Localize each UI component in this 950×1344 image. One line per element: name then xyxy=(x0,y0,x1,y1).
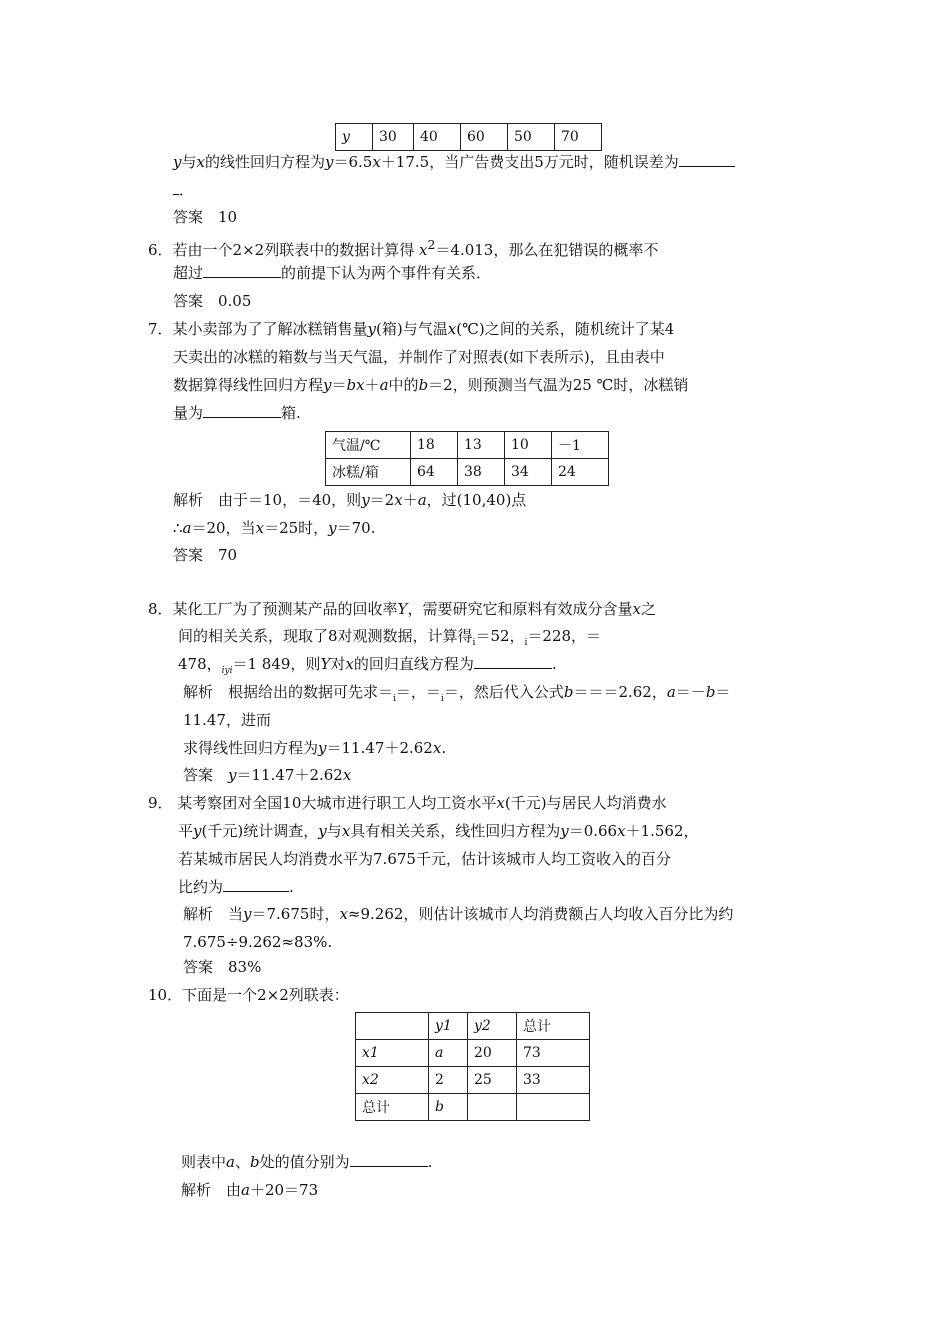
table-cell: 18 xyxy=(411,432,458,459)
q9-line4: 比约为 . xyxy=(178,878,294,896)
table-cell: 70 xyxy=(555,124,602,151)
q6-line1: 6．若由一个2×2列联表中的数据计算得 $x^2=4.013$，那么在犯错误的概率不 xyxy=(148,237,659,259)
table-row xyxy=(326,432,609,459)
table-cell xyxy=(517,1094,590,1121)
q9-answer: 答案 83% xyxy=(183,958,262,976)
table-cell: 20 xyxy=(468,1040,517,1067)
q10-analysis: 解析 由a＋20＝73 xyxy=(181,1181,319,1199)
q6-line2: 超过 的前提下认为两个事件有关系． xyxy=(173,264,492,282)
table-cell: 50 xyxy=(508,124,555,151)
table-cell: 40 xyxy=(414,124,461,151)
table-row xyxy=(336,124,602,151)
y-values-table xyxy=(335,123,602,151)
q6-answer: 答案 0.05 xyxy=(173,292,252,310)
table-cell: y1 xyxy=(429,1013,468,1040)
table-cell: b xyxy=(429,1094,468,1121)
q9-line1: 9． 某考察团对全国10大城市进行职工人均工资水平x(千元)与居民人均消费水 xyxy=(148,794,667,812)
q8-line2: 间的相关关系，现取了8对观测数据，计算得$_i$＝52，$_i$＝228，＝ xyxy=(178,627,602,648)
table-row xyxy=(356,1094,590,1121)
table-cell: a xyxy=(429,1040,468,1067)
answer-blank xyxy=(223,877,289,892)
q7-line2: 天卖出的冰糕的箱数与当天气温，并制作了对照表(如下表所示)，且由表中 xyxy=(173,348,665,366)
table-cell: 38 xyxy=(458,459,505,486)
table-cell: y2 xyxy=(468,1013,517,1040)
q7-line4: 量为 箱. xyxy=(173,404,301,422)
table-row xyxy=(326,459,609,486)
table-cell: 60 xyxy=(461,124,508,151)
table-cell: x1 xyxy=(356,1040,429,1067)
answer-blank xyxy=(203,263,281,278)
table-cell: 2 xyxy=(429,1067,468,1094)
q7-analysis1: 解析 由于＝10，＝40，则y＝2x＋a，过(10,40)点 xyxy=(173,491,527,509)
table-cell: 34 xyxy=(505,459,552,486)
q7-answer: 答案 70 xyxy=(173,546,238,564)
q9-analysis1: 解析 当y＝7.675时，x≈9.262，则估计该城市人均消费额占人均收入百分比为约 xyxy=(183,905,734,923)
q10-line2: 则表中a、b处的值分别为 . xyxy=(181,1153,433,1171)
table-cell: 总计 xyxy=(356,1094,429,1121)
q9-line3: 若某城市居民人均消费水平为7.675千元，估计该城市人均工资收入的百分 xyxy=(178,850,671,868)
answer-blank xyxy=(474,654,552,669)
q8-analysis1: 解析 根据给出的数据可先求$=_i=$，$=_i=$，然后代入公式b＝＝＝2.62，a＝－b＝ xyxy=(183,683,731,704)
table-row xyxy=(356,1067,590,1094)
table-row xyxy=(356,1013,590,1040)
q8-analysis3: 求得线性回归方程为y＝11.47＋2.62x. xyxy=(183,739,447,757)
table-cell: 10 xyxy=(505,432,552,459)
table-cell: 冰糕/箱 xyxy=(326,459,411,486)
table-cell xyxy=(468,1094,517,1121)
contingency-table xyxy=(355,1012,590,1121)
q5-line2: ． xyxy=(173,180,194,200)
table-cell: 73 xyxy=(517,1040,590,1067)
q7-line1: 7．某小卖部为了了解冰糕销售量y(箱)与气温x(℃)之间的关系，随机统计了某4 xyxy=(148,320,675,338)
q7-analysis2: ∴a＝20，当x＝25时，y＝70. xyxy=(173,519,376,537)
table-cell: 气温/℃ xyxy=(326,432,411,459)
q7-line3: 数据算得线性回归方程y＝bx＋a中的b＝2，则预测当气温为25 ℃时，冰糕销 xyxy=(173,376,689,394)
q9-line2: 平y(千元)统计调查，y与x具有相关关系，线性回归方程为y＝0.66x＋1.562， xyxy=(178,822,699,840)
table-cell: －1 xyxy=(552,432,609,459)
table-cell xyxy=(356,1013,429,1040)
answer-blank xyxy=(203,403,281,418)
q8-line3: 478，$_{iyi}$＝1 849，则Y对x的回归直线方程为 . xyxy=(178,655,557,676)
table-cell: 13 xyxy=(458,432,505,459)
q5-answer: 答案 10 xyxy=(173,208,238,226)
q8-analysis2: 11.47，进而 xyxy=(183,711,271,729)
q8-line1: 8．某化工厂为了预测某产品的回收率Y，需要研究它和原料有效成分含量x之 xyxy=(148,600,656,618)
table-cell: x2 xyxy=(356,1067,429,1094)
q5-line1: y与x的线性回归方程为y＝6.5x＋17.5，当广告费支出5万元时，随机误差为 xyxy=(173,152,735,172)
table-cell: 30 xyxy=(373,124,414,151)
table-cell: y xyxy=(336,124,373,151)
table-cell: 25 xyxy=(468,1067,517,1094)
temperature-sales-table xyxy=(325,431,609,486)
table-cell: 24 xyxy=(552,459,609,486)
answer-blank xyxy=(350,1152,428,1167)
table-cell: 33 xyxy=(517,1067,590,1094)
table-cell: 总计 xyxy=(517,1013,590,1040)
answer-blank xyxy=(679,152,735,167)
table-row xyxy=(356,1040,590,1067)
q10-line1: 10．下面是一个2×2列联表： xyxy=(148,986,349,1004)
q8-answer: 答案 y＝11.47＋2.62x xyxy=(183,766,352,784)
table-cell: 64 xyxy=(411,459,458,486)
q9-analysis2: 7.675÷9.262≈83%. xyxy=(183,933,333,951)
